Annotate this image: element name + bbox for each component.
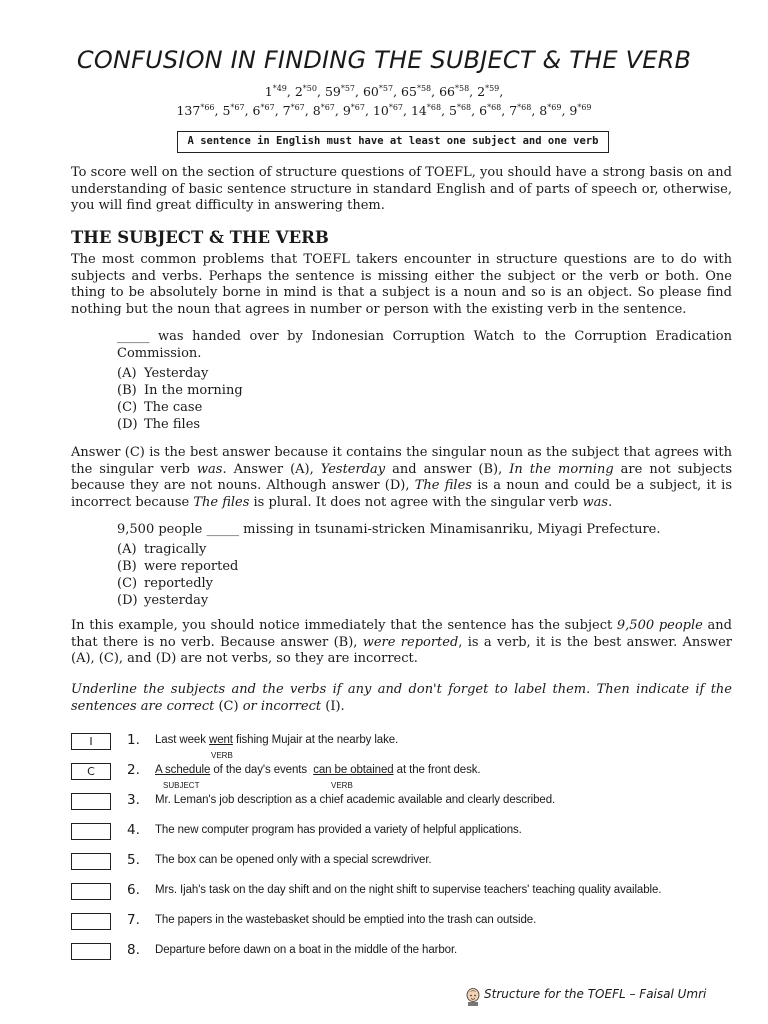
exercise-instructions: Underline the subjects and the verbs if any and don't forget to label them. Then indicate if the sentences are correct (C) or incorrect (I). bbox=[71, 682, 732, 714]
option-key: (C) bbox=[117, 400, 138, 415]
page-references-line-2: 137$^{*66}$, 5$^{*67}$, 6$^{*67}$, 7$^{*67}$, 8$^{*67}$, 9$^{*67}$, 10$^{*67}$, 14$^{*68}$, 5$^{*68}$, 6$^{*68}$, 7$^{*68}$, 8$^{*69}$, 9$^{*69}$ bbox=[176, 103, 592, 119]
exercise-item bbox=[71, 793, 751, 813]
answer-1-explanation: Answer (C) is the best answer because it contains the singular noun as the subject that agrees with the singular verb was. Answer (A), Yesterday and answer (B), In the morning are not subjects because they are not nouns. Although answer (D), The files is a noun and could be a subject, it is incorrect because The files is plural. It does not agree with the singular verb was. bbox=[71, 445, 733, 511]
option-text: The case bbox=[144, 400, 203, 415]
page-reference: 8$^{*67}$ bbox=[312, 103, 335, 119]
page-reference: 60$^{*57}$ bbox=[362, 84, 394, 100]
page-reference: 5$^{*67}$ bbox=[222, 103, 245, 119]
option-text: tragically bbox=[144, 542, 207, 557]
option-key: (A) bbox=[117, 366, 137, 381]
option-key: (D) bbox=[117, 593, 138, 608]
answer-box[interactable] bbox=[71, 943, 111, 960]
option-text: Yesterday bbox=[144, 366, 209, 381]
answer-box[interactable]: C bbox=[71, 763, 111, 780]
exercise-number: 1. bbox=[127, 732, 140, 748]
page-title: CONFUSION IN FINDING THE SUBJECT & THE VERB bbox=[76, 46, 692, 74]
page-reference: 14$^{*68}$ bbox=[410, 103, 442, 119]
page-reference: 9$^{*69}$ bbox=[569, 103, 592, 119]
page-reference: 9$^{*67}$ bbox=[342, 103, 365, 119]
option bbox=[117, 399, 243, 416]
subject-label: SUBJECT bbox=[163, 781, 200, 790]
question-1-stem: _____ was handed over by Indonesian Corruption Watch to the Corruption Eradication Commission. bbox=[117, 329, 732, 361]
exercise-item bbox=[71, 913, 751, 933]
intro-paragraph: To score well on the section of structure questions of TOEFL, you should have a strong basis on and understanding of basic sentence structure in standard English and of parts of speech or, otherwise, you will find great difficulty in answering them. bbox=[71, 165, 732, 214]
exercise-number: 7. bbox=[127, 912, 140, 928]
option-key: (D) bbox=[117, 417, 138, 432]
section-paragraph: The most common problems that TOEFL takers encounter in structure questions are to do with subjects and verbs. Perhaps the sentence is missing either the subject or the verb or both. One thing to be absolutely borne in mind is that a subject is a noun and so is an object. So please find nothing but the noun that agrees in number or person with the existing verb in the sentence. bbox=[71, 252, 732, 318]
answer-box[interactable] bbox=[71, 883, 111, 900]
exercise-number: 8. bbox=[127, 942, 140, 958]
option-text: reportedly bbox=[144, 576, 214, 591]
page-reference: 66$^{*58}$ bbox=[439, 84, 470, 100]
option-text: In the morning bbox=[144, 383, 243, 398]
exercise-item bbox=[71, 853, 751, 873]
exercise-sentence: Mr. Leman's job description as a chief academic available and clearly described. bbox=[155, 794, 556, 806]
footer-credit: Structure for the TOEFL – Faisal Umri bbox=[484, 987, 707, 1001]
page-reference: 65$^{*58}$ bbox=[401, 84, 432, 100]
option-key: (A) bbox=[117, 542, 137, 557]
page-reference: 5$^{*68}$ bbox=[449, 103, 472, 119]
option bbox=[117, 365, 243, 382]
option bbox=[117, 416, 243, 433]
option-text: were reported bbox=[144, 559, 239, 574]
verb-label: VERB bbox=[211, 751, 233, 760]
page-reference: 10$^{*67}$ bbox=[372, 103, 404, 119]
exercise-sentence: The box can be opened only with a special screwdriver. bbox=[155, 854, 432, 866]
option-key: (C) bbox=[117, 576, 138, 591]
verb-label: VERB bbox=[331, 781, 353, 790]
answer-box[interactable] bbox=[71, 853, 111, 870]
answer-box[interactable] bbox=[71, 913, 111, 930]
exercise-item bbox=[71, 823, 751, 843]
page-reference: 137$^{*66}$ bbox=[176, 103, 215, 119]
answer-box[interactable]: I bbox=[71, 733, 111, 750]
exercise-sentence: Mrs. Ijah's task on the day shift and on the night shift to supervise teachers' teaching quality available. bbox=[155, 884, 662, 896]
exercise-sentence: The new computer program has provided a variety of helpful applications. bbox=[155, 824, 522, 836]
exercise-sentence: The papers in the wastebasket should be emptied into the trash can outside. bbox=[155, 914, 537, 926]
answer-box[interactable] bbox=[71, 823, 111, 840]
exercise-item bbox=[71, 763, 751, 783]
option-text: yesterday bbox=[144, 593, 209, 608]
page-reference: 8$^{*69}$ bbox=[539, 103, 562, 119]
exercise-number: 2. bbox=[127, 762, 140, 778]
exercise-sentence: Departure before dawn on a boat in the middle of the harbor. bbox=[155, 944, 458, 956]
exercise-number: 3. bbox=[127, 792, 140, 808]
page-reference: 2$^{*50}$ bbox=[294, 84, 317, 100]
exercise-number: 6. bbox=[127, 882, 140, 898]
page-reference: 7$^{*67}$ bbox=[282, 103, 305, 119]
option bbox=[117, 558, 238, 575]
option bbox=[117, 382, 243, 399]
question-2-stem: 9,500 people _____ missing in tsunami-stricken Minamisanriku, Miyagi Prefecture. bbox=[117, 522, 661, 537]
page-reference: 6$^{*68}$ bbox=[479, 103, 502, 119]
exercise-sentence: Last week went fishing Mujair at the nearby lake. bbox=[155, 734, 399, 746]
page-reference: 1$^{*49}$ bbox=[264, 84, 287, 100]
exercise-item bbox=[71, 943, 751, 963]
exercise-item bbox=[71, 883, 751, 903]
section-heading: THE SUBJECT & THE VERB bbox=[71, 228, 329, 247]
option bbox=[117, 575, 238, 592]
answer-2-explanation: In this example, you should notice immediately that the sentence has the subject 9,500 people and that there is no verb. Because answer (B), were reported, is a verb, it is the best answer. Answer (A), (C), and (D) are not verbs, so they are incorrect. bbox=[71, 618, 732, 667]
option-key: (B) bbox=[117, 559, 137, 574]
option-key: (B) bbox=[117, 383, 137, 398]
exercise-item bbox=[71, 733, 751, 753]
rule-box: A sentence in English must have at least one subject and one verb bbox=[177, 131, 609, 153]
option-text: The files bbox=[144, 417, 201, 432]
page-reference: 2$^{*59}$ bbox=[477, 84, 500, 100]
page-reference: 6$^{*67}$ bbox=[252, 103, 275, 119]
question-2-options bbox=[117, 541, 238, 609]
exercise-number: 4. bbox=[127, 822, 140, 838]
author-avatar-icon bbox=[465, 988, 481, 1006]
option bbox=[117, 541, 238, 558]
exercise-sentence: A schedule of the day's events can be obtained at the front desk. bbox=[155, 764, 481, 776]
page-references-line-1: 1$^{*49}$, 2$^{*50}$, 59$^{*57}$, 60$^{*57}$, 65$^{*58}$, 66$^{*58}$, 2$^{*59}$, bbox=[264, 84, 504, 100]
option bbox=[117, 592, 238, 609]
answer-box[interactable] bbox=[71, 793, 111, 810]
question-1-options bbox=[117, 365, 243, 433]
page-reference: 7$^{*68}$ bbox=[509, 103, 532, 119]
page-reference: 59$^{*57}$ bbox=[324, 84, 356, 100]
exercise-number: 5. bbox=[127, 852, 140, 868]
